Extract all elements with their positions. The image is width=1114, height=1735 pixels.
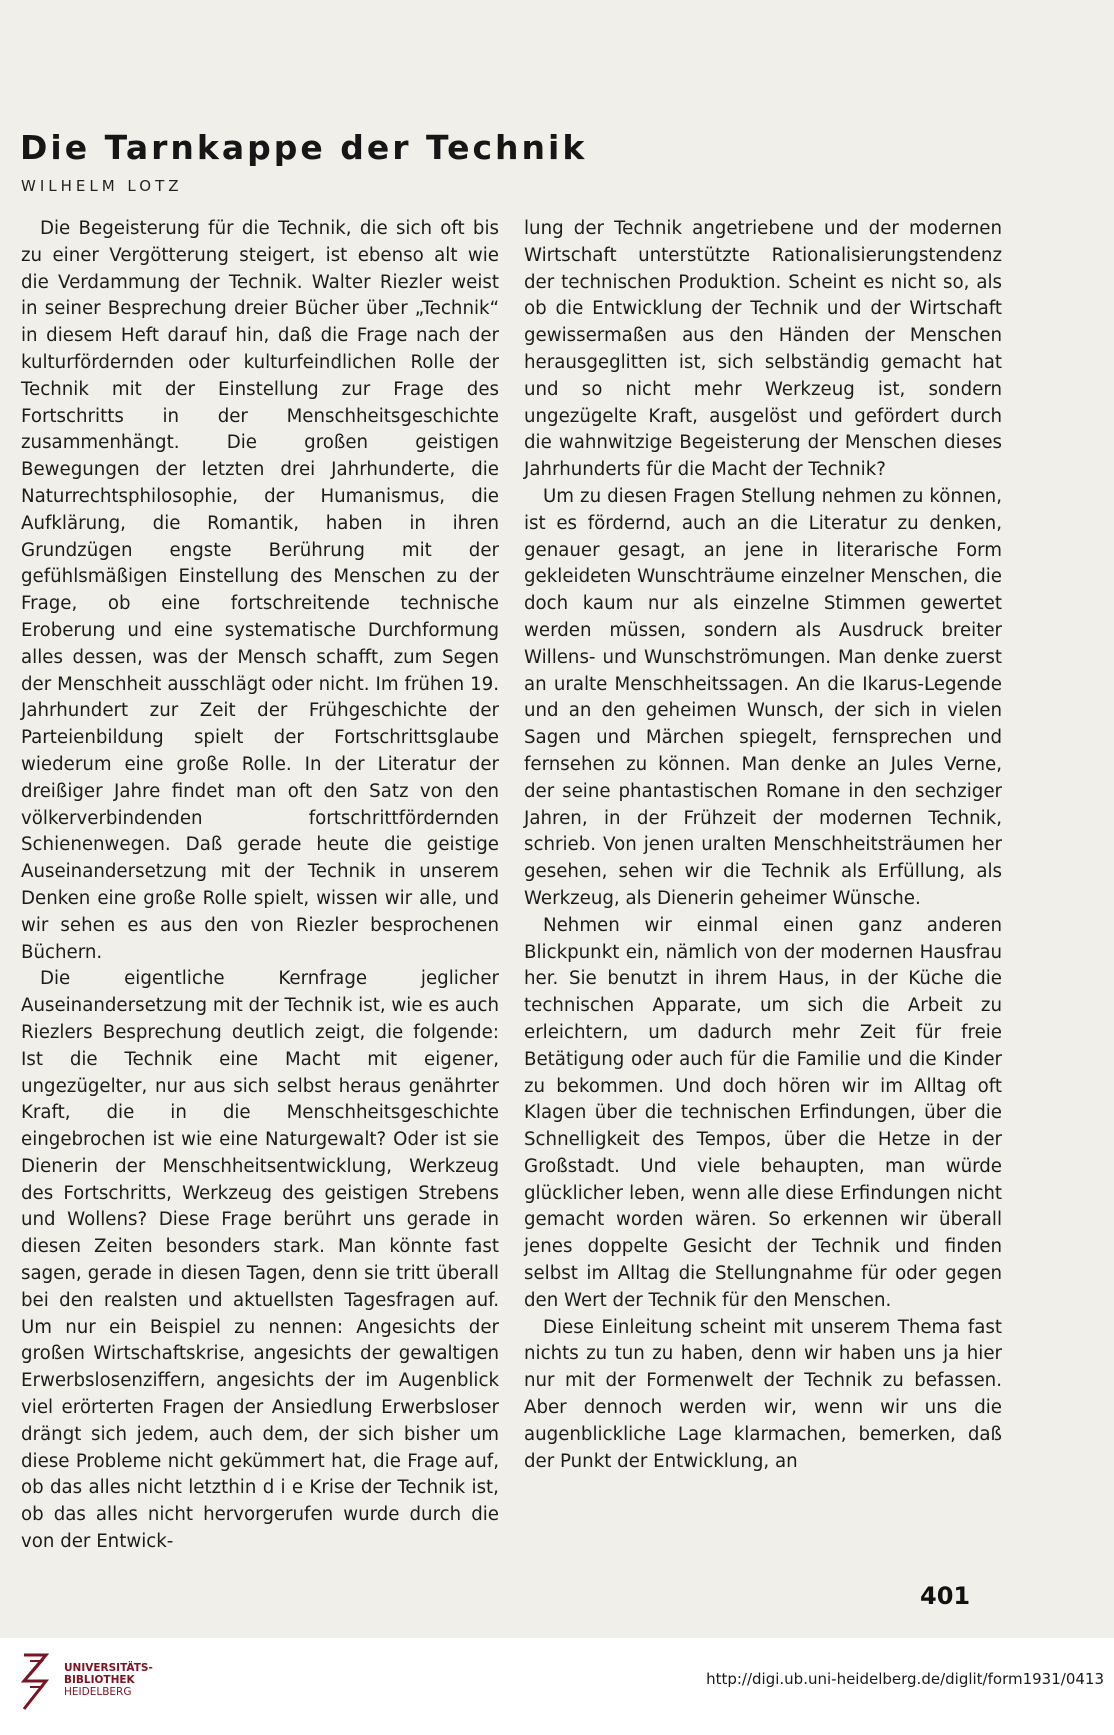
paragraph-text: Die eigentliche Kernfrage jeglicher Auseinandersetzung mit der Technik ist, wie es auch Riezlers Besprechung deutlich zeigt, die folgende: Ist die Technik eine Macht mit eigener, ungezügelter, nur aus sich selbst heraus genährter Kraft, die in die Menschheitsgeschichte eingebrochen ist wie eine Naturgewalt? Oder ist sie Dienerin der Menschheitsentwicklung, Werkzeug des Fortschritts, Werkzeug des geistigen Strebens und Wollens? Diese Frage berührt uns gerade in diesen Zeiten besonders stark. Man könnte fast sagen, gerade in diesen Tagen, denn sie tritt überall bei den realsten und aktuellsten Tagesfragen auf. Um nur ein Beispiel zu nennen: Angesichts der großen Wirtschaftskrise, angesichts der gewaltigen Erwerbslosenziffern, angesichts der im Augenblick viel erörterten Fragen der Ansiedlung Erwerbsloser drängt sich jedem, auch dem, der sich bisher um diese Probleme nicht gekümmert hat, die Frage auf, ob das alles nicht letzthin	[21, 968, 499, 1499]
page-number: 401	[920, 1582, 971, 1610]
document-url[interactable]: http://digi.ub.uni-heidelberg.de/diglit/form1931/0413	[706, 1670, 1104, 1688]
library-name-line: HEIDELBERG	[64, 1686, 132, 1698]
paragraph: lung der Technik angetriebene und der modernen Wirtschaft unterstützte Rationalisierungstendenz der technischen Produktion. Scheint es nicht so, als ob die Entwicklung der Technik und der Wirtschaft gewissermaßen aus den Händen der Menschen herausgeglitten ist, sich selbständig gemacht hat und so nicht mehr Werkzeug ist, sondern ungezügelte Kraft, ausgelöst und gefördert durch die wahnwitzige Begeisterung der Menschen dieses Jahrhunderts für die Macht der Technik?	[524, 218, 1002, 481]
library-name-line: BIBLIOTHEK	[64, 1674, 135, 1686]
library-name-line: UNIVERSITÄTS-	[64, 1662, 153, 1674]
paragraph-text: Krise der Technik ist, ob das alles nicht hervorgerufen wurde durch die von der Entwick-	[21, 1477, 499, 1553]
library-name	[64, 1662, 153, 1698]
paragraph: Die Begeisterung für die Technik, die sich oft bis zu einer Vergötterung steigert, ist ebenso alt wie die Verdammung der Technik. Walter Riezler weist in seiner Besprechung dreier Bücher über „Technik“ in diesem Heft darauf hin, daß die Frage nach der kulturfördernden oder kulturfeindlichen Rolle der Technik mit der Einstellung zur Frage des Fortschritts in der Menschheitsgeschichte zusammenhängt. Die großen geistigen Bewegungen der letzten drei Jahrhunderte, die Naturrechtsphilosophie, der Humanismus, die Aufklärung, die Romantik, haben in ihren Grundzügen engste Berührung mit der gefühlsmäßigen Einstellung des Menschen zu der Frage, ob eine fortschreitende technische Eroberung und eine systematische Durchformung alles dessen, was der Mensch schafft, zum Segen der Menschheit ausschlägt oder nicht. Im frühen 19. Jahrhundert zur Zeit der Frühgeschichte der Parteienbildung spielt der Fortschrittsglaube wiederum eine große Rolle. In der Literatur der dreißiger Jahre findet man oft den Satz von den völkerverbindenden fortschrittfördernden Schienenwegen. Daß gerade heute die geistige Auseinandersetzung mit der Technik in unserem Denken eine große Rolle spielt, wissen wir alle, und wir sehen es aus den von Riezler besprochenen Büchern.	[21, 218, 499, 963]
library-logo-icon	[14, 1651, 56, 1713]
paragraph: Um zu diesen Fragen Stellung nehmen zu können, ist es fördernd, auch an die Literatur zu denken, genauer gesagt, an jene in literarische Form gekleideten Wunschträume einzelner Menschen, die doch kaum nur als einzelne Stimmen gewertet werden müssen, sondern als Ausdruck breiter Willens- und Wunschströmungen. Man denke zuerst an uralte Menschheitssagen. An die Ikarus-Legende und an den geheimen Wunsch, der sich in vielen Sagen und Märchen spiegelt, fernsprechen und fernsehen zu können. Man denke an Jules Verne, der seine phantastischen Romane in den sechziger Jahren, in der Frühzeit der modernen Technik, schrieb. Von jenen uralten Menschheitsträumen her gesehen, sehen wir die Technik als Erfüllung, als Werkzeug, als Dienerin geheimer Wünsche.	[524, 485, 1002, 909]
article-author: WILHELM LOTZ	[21, 177, 183, 195]
paragraph: Nehmen wir einmal einen ganz anderen Blickpunkt ein, nämlich von der modernen Hausfrau her. Sie benutzt in ihrem Haus, in der Küche die technischen Apparate, um sich die Arbeit zu erleichtern, um dadurch mehr Zeit für freie Betätigung oder auch für die Familie und die Kinder zu bekommen. Und doch hören wir im Alltag oft Klagen über die technischen Erfindungen, über die Schnelligkeit des Tempos, über die Hetze in der Großstadt. Und viele behaupten, man würde glücklicher leben, wenn alle diese Erfindungen nicht gemacht worden wären. So erkennen wir überall jenes doppelte Gesicht der Technik und finden selbst im Alltag die Stellungnahme für oder gegen den Wert der Technik für den Menschen.	[524, 914, 1002, 1311]
paragraph: Diese Einleitung scheint mit unserem Thema fast nichts zu tun zu haben, denn wir haben uns ja hier nur mit der Formenwelt der Technik zu befassen. Aber dennoch werden wir, wenn wir uns die augenblickliche Lage klarmachen, bemerken, daß der Punkt der Entwicklung, an	[524, 1316, 1002, 1472]
article-title: Die Tarnkappe der Technik	[20, 128, 588, 167]
spaced-emphasis: d i e	[262, 1477, 304, 1499]
text-column-left	[21, 216, 499, 1556]
text-column-right	[524, 216, 1002, 1475]
paragraph	[21, 966, 499, 1556]
digitization-footer	[0, 1638, 1114, 1735]
